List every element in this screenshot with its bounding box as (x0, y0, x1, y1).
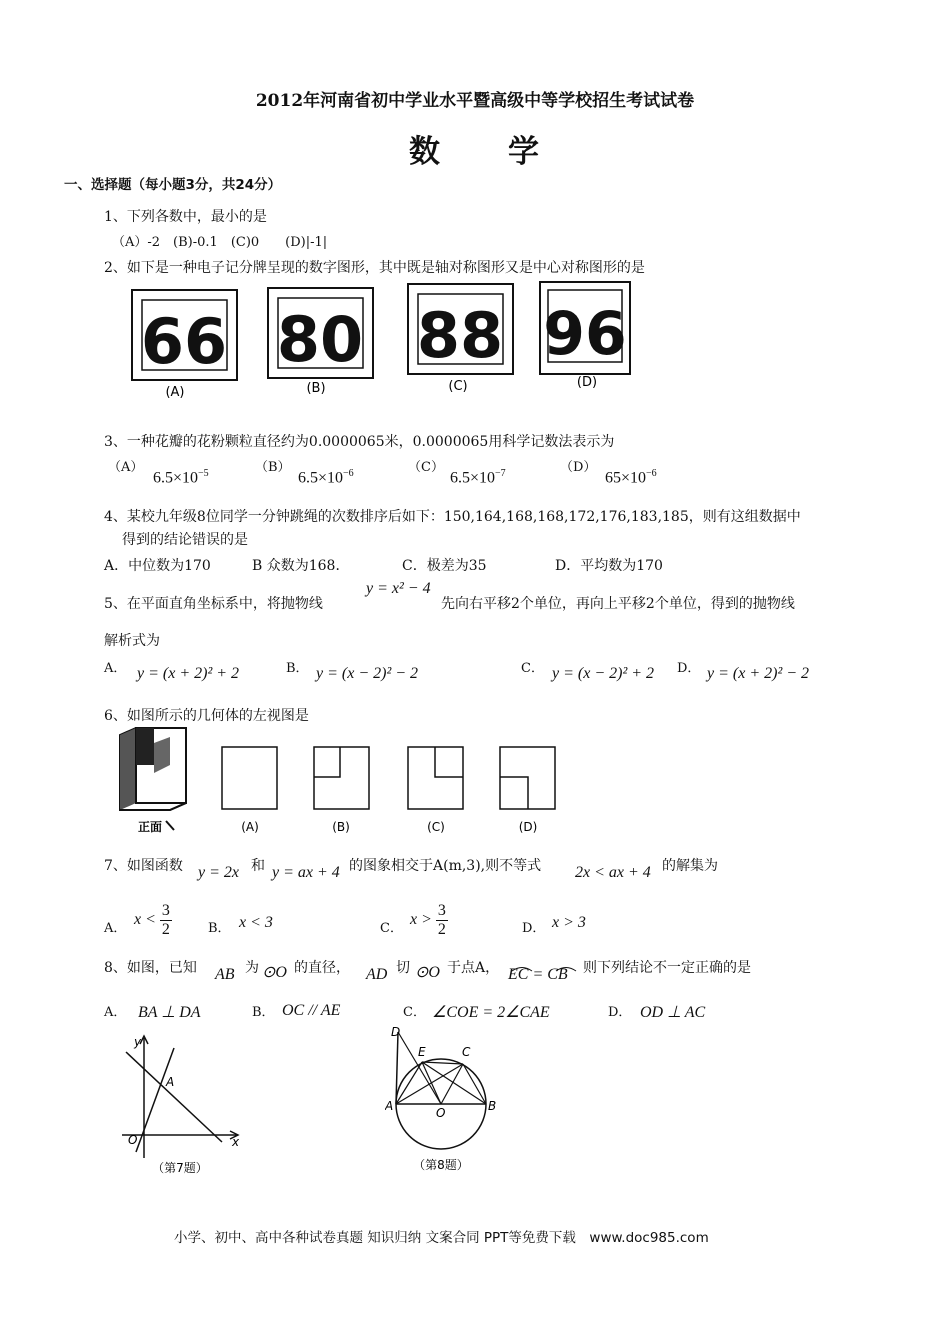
q8-stem-d: 则下列结论不一定正确的是 (583, 960, 751, 976)
q5-option-b: y = (x − 2)² − 2 (316, 665, 419, 682)
q7-option-b-label: B． (208, 921, 231, 936)
q4-option-b: B 众数为168． (252, 558, 350, 574)
q2-scoreboards-figure (120, 280, 640, 400)
fig7-label-y: y (134, 1035, 142, 1049)
q8-option-c-label: C． (403, 1005, 426, 1020)
view-a (222, 747, 277, 834)
figure-q8 (385, 1020, 515, 1180)
q4-stem-cont: 得到的结论错误的是 (122, 532, 248, 548)
figure-q7 (112, 1030, 252, 1180)
q8-circle-o-2: ⊙O (415, 964, 440, 981)
board-label-c: (C) (448, 379, 468, 394)
fig8-label-b: B (488, 1099, 497, 1113)
q7-expr1: y = 2x (198, 864, 239, 881)
fig8-label-e: E (418, 1045, 426, 1059)
q8-option-b: OC // AE (282, 1002, 341, 1019)
view-d (500, 747, 555, 834)
line-y-ax-4 (126, 1052, 222, 1142)
q7-expr3: 2x < ax + 4 (575, 864, 651, 881)
q5-stem-cont: 先向右平移2个单位，再向上平移2个单位，得到的抛物线 (441, 596, 795, 612)
q5-option-b-label: B． (286, 661, 309, 676)
board-label-a: (A) (165, 385, 185, 400)
page-title: 2012年河南省初中学业水平暨高级中等学校招生考试试卷 (255, 91, 695, 111)
line-y-2x (136, 1048, 174, 1152)
board-digits-a: 66 (140, 305, 228, 378)
q8-option-d: OD ⊥ AC (640, 1004, 706, 1021)
q5-stem-line2: 解析式为 (104, 633, 160, 649)
q6-views-figure (110, 725, 560, 840)
q3-option-c: $6.5\times 10^{-7}$ (450, 468, 506, 487)
q4-stem: 4、某校九年级8位同学一分钟跳绳的次数排序后如下：150,164,168,168,172,176,183,185，则有这组数据中 (104, 509, 801, 525)
q5-option-a-label: A． (104, 661, 127, 676)
fig7-label-o: O (128, 1133, 138, 1147)
q5-stem: 5、在平面直角坐标系中，将抛物线 (104, 596, 323, 612)
q8-option-a: BA ⊥ DA (138, 1004, 201, 1021)
q8-qie: 切 (396, 960, 410, 976)
view-c-label: (C) (427, 820, 445, 834)
q7-stem: 7、如图函数 (104, 858, 183, 874)
scoreboard-d (540, 282, 630, 390)
view-b-label: (B) (332, 820, 350, 834)
q4-option-d: D．平均数为170 (555, 558, 663, 574)
board-label-d: (D) (576, 375, 598, 390)
q5-option-c: y = (x − 2)² + 2 (552, 665, 655, 682)
q8-option-c: ∠COE = 2∠CAE (432, 1004, 550, 1021)
view-b (314, 747, 369, 834)
q8-wei: 为 (245, 960, 259, 976)
q7-option-c: x > $\frac{3}{2}$ (410, 902, 446, 938)
q7-stem-end: 的解集为 (662, 858, 718, 874)
q4-option-c: C．极差为35 (402, 558, 487, 574)
board-label-b: (B) (306, 381, 326, 396)
q2-stem: 2、如下是一种电子记分牌呈现的数字图形，其中既是轴对称图形又是中心对称图形的是 (104, 260, 645, 276)
scoreboard-a (132, 290, 237, 400)
q3-option-a: $6.5\times 10^{-5}$ (153, 468, 209, 487)
solid-3d-figure (120, 728, 186, 834)
subject-title: 数 学 (409, 134, 541, 170)
q5-expr: y = x² − 4 (366, 580, 431, 597)
q7-and: 和 (251, 858, 265, 874)
q7-option-b: x < 3 (239, 914, 273, 931)
fig8-label-a: A (385, 1099, 394, 1113)
fig8-label-d: D (391, 1025, 401, 1039)
board-digits-c: 88 (416, 299, 504, 372)
q5-option-d: y = (x + 2)² − 2 (707, 665, 810, 682)
q7-expr2: y = ax + 4 (272, 864, 340, 881)
q8-option-b-label: B． (252, 1005, 275, 1020)
fig8-caption: （第8题） (413, 1158, 469, 1172)
q3-option-d: $65\times 10^{-6}$ (605, 468, 657, 487)
q8-option-d-label: D． (608, 1005, 632, 1020)
fig7-label-x: x (232, 1135, 240, 1149)
arc-marks (510, 964, 580, 972)
q3-option-a-label: （A） (108, 460, 144, 475)
q8-stem-b: 的直径， (294, 960, 350, 976)
q8-ab: AB (215, 966, 235, 983)
fig7-label-a: A (166, 1075, 175, 1089)
fig8-label-c: C (462, 1045, 471, 1059)
q7-option-d-label: D． (522, 921, 546, 936)
q3-option-b-label: （B） (255, 460, 291, 475)
q7-option-a-label: A． (104, 921, 127, 936)
section-heading: 一、选择题（每小题3分，共24分） (64, 177, 282, 193)
scoreboard-c (408, 284, 513, 394)
scoreboard-b (268, 288, 373, 396)
q8-arcs: EC = CB (508, 966, 568, 984)
q3-stem: 3、一种花瓣的花粉颗粒直径约为0.0000065米，0.0000065用科学记数法表示为 (104, 434, 615, 450)
q1-options: （A）-2 (B)-0.1 (C)0 (D)|-1| (112, 235, 328, 250)
view-a-label: (A) (241, 820, 259, 834)
q8-circle-o: ⊙O (262, 964, 287, 981)
q4-option-a: A．中位数为170 (104, 558, 211, 574)
q8-ad: AD (366, 966, 388, 983)
q7-option-a: x < $\frac{3}{2}$ (134, 902, 170, 938)
q8-stem: 8、如图，已知 (104, 960, 197, 976)
footer-ad[interactable]: 小学、初中、高中各种试卷真题 知识归纳 文案合同 PPT等免费下载 www.doc985.com (174, 1230, 709, 1246)
q7-option-c-label: C． (380, 921, 403, 936)
view-d-label: (D) (518, 820, 538, 834)
q1-stem: 1、下列各数中，最小的是 (104, 209, 267, 225)
q8-stem-c: 于点A， (447, 960, 500, 976)
q6-stem: 6、如图所示的几何体的左视图是 (104, 708, 309, 724)
q8-option-a-label: A． (104, 1005, 127, 1020)
fig7-caption: （第7题） (152, 1161, 208, 1175)
q3-option-b: $6.5\times 10^{-6}$ (298, 468, 354, 487)
q5-option-d-label: D． (677, 661, 701, 676)
q5-option-a: y = (x + 2)² + 2 (137, 665, 240, 682)
q3-option-d-label: （D） (560, 460, 597, 475)
q3-option-c-label: （C） (408, 460, 444, 475)
q5-option-c-label: C． (521, 661, 544, 676)
board-digits-d: 96 (543, 299, 627, 369)
q7-option-d: x > 3 (552, 914, 586, 931)
fig8-label-o: O (436, 1106, 446, 1120)
q7-stem-cont: 的图象相交于A(m,3),则不等式 (349, 858, 542, 874)
view-c (408, 747, 463, 834)
label-front: 正面 (138, 820, 163, 834)
board-digits-b: 80 (276, 303, 364, 376)
